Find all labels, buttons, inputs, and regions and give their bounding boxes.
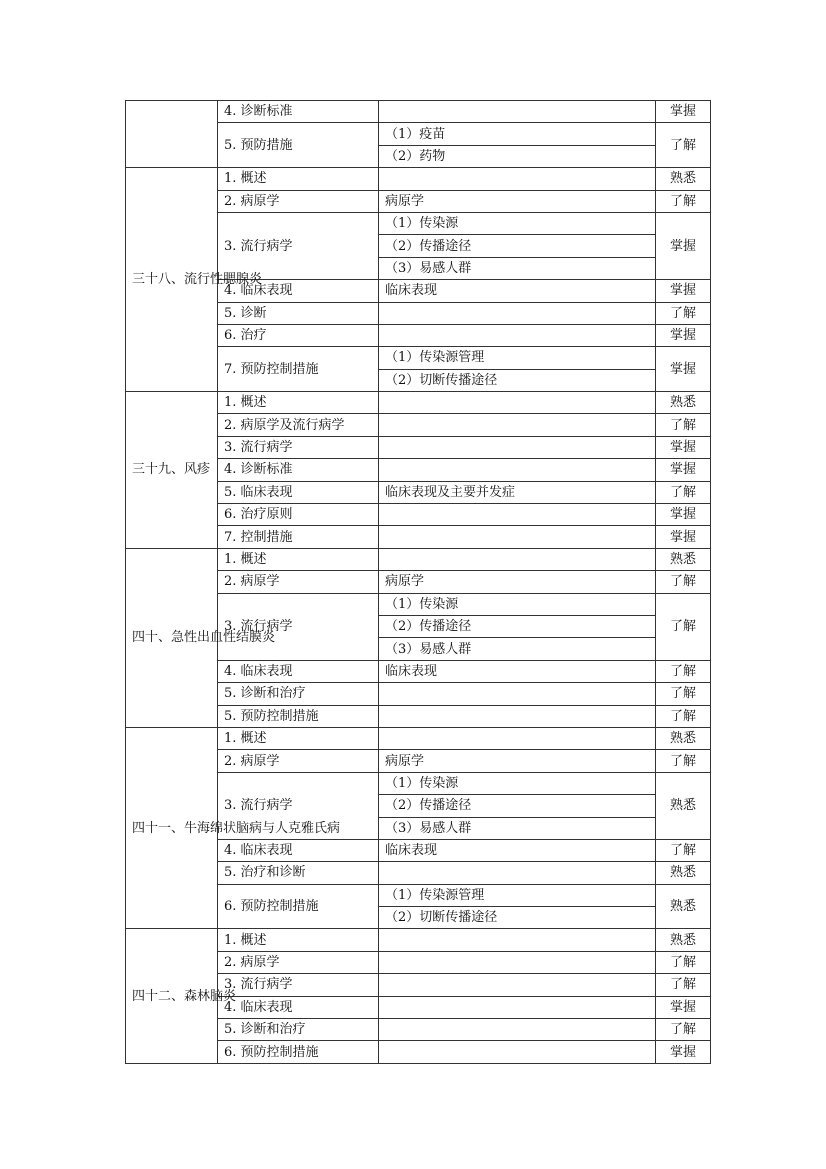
sub-item-cell — [379, 302, 656, 324]
sub-item-cell — [379, 548, 656, 570]
table-row — [126, 548, 711, 570]
table-row — [126, 929, 711, 951]
item-cell: 6. 预防控制措施 — [218, 1041, 379, 1063]
item-cell: 6. 治疗 — [218, 324, 379, 346]
level-cell: 掌握 — [656, 1041, 711, 1063]
level-cell: 熟悉 — [656, 392, 711, 414]
item-cell: 2. 病原学 — [218, 750, 379, 772]
sub-item-cell: 病原学 — [379, 571, 656, 593]
item-cell: 3. 流行病学 — [218, 212, 379, 279]
topic-cell: 四十二、森林脑炎 — [126, 929, 218, 1063]
sub-item-cell: （1）传染源管理 — [379, 884, 656, 906]
item-cell: 2. 病原学 — [218, 571, 379, 593]
sub-item-cell: （1）疫苗 — [379, 123, 656, 145]
item-cell: 5. 诊断和治疗 — [218, 1019, 379, 1041]
item-cell: 1. 概述 — [218, 929, 379, 951]
level-cell: 掌握 — [656, 280, 711, 302]
level-cell: 掌握 — [656, 996, 711, 1018]
item-cell: 4. 诊断标准 — [218, 101, 379, 123]
item-cell: 2. 病原学及流行病学 — [218, 414, 379, 436]
item-cell: 5. 预防控制措施 — [218, 705, 379, 727]
sub-item-cell: （2）切断传播途径 — [379, 369, 656, 391]
level-cell: 了解 — [656, 123, 711, 168]
level-cell: 掌握 — [656, 459, 711, 481]
sub-item-cell: 临床表现 — [379, 660, 656, 682]
item-cell: 3. 流行病学 — [218, 593, 379, 660]
sub-item-cell — [379, 683, 656, 705]
level-cell: 了解 — [656, 974, 711, 996]
sub-item-cell: （1）传染源 — [379, 593, 656, 615]
item-cell: 6. 治疗原则 — [218, 504, 379, 526]
level-cell: 掌握 — [656, 212, 711, 279]
topic-cell: 三十八、流行性腮腺炎 — [126, 168, 218, 392]
item-cell: 5. 诊断 — [218, 302, 379, 324]
level-cell: 了解 — [656, 190, 711, 212]
level-cell: 熟悉 — [656, 772, 711, 839]
sub-item-cell — [379, 705, 656, 727]
item-cell: 5. 诊断和治疗 — [218, 683, 379, 705]
level-cell: 了解 — [656, 481, 711, 503]
topic-cell: 三十九、风疹 — [126, 392, 218, 549]
level-cell: 掌握 — [656, 347, 711, 392]
sub-item-cell — [379, 1041, 656, 1063]
item-cell: 4. 临床表现 — [218, 660, 379, 682]
sub-item-cell — [379, 436, 656, 458]
sub-item-cell — [379, 727, 656, 749]
sub-item-cell: 病原学 — [379, 750, 656, 772]
item-cell: 3. 流行病学 — [218, 772, 379, 839]
level-cell: 熟悉 — [656, 727, 711, 749]
table-row — [126, 727, 711, 749]
sub-item-cell — [379, 459, 656, 481]
sub-item-cell: 临床表现 — [379, 280, 656, 302]
sub-item-cell: （2）传播途径 — [379, 795, 656, 817]
sub-item-cell — [379, 414, 656, 436]
item-cell: 5. 治疗和诊断 — [218, 862, 379, 884]
topic-cell: 四十一、牛海绵状脑病与人克雅氏病 — [126, 727, 218, 929]
level-cell: 熟悉 — [656, 929, 711, 951]
level-cell: 了解 — [656, 593, 711, 660]
level-cell: 熟悉 — [656, 548, 711, 570]
sub-item-cell: （2）药物 — [379, 145, 656, 167]
item-cell: 4. 临床表现 — [218, 996, 379, 1018]
level-cell: 掌握 — [656, 324, 711, 346]
sub-item-cell: （2）传播途径 — [379, 615, 656, 637]
level-cell: 了解 — [656, 1019, 711, 1041]
sub-item-cell: （1）传染源 — [379, 212, 656, 234]
sub-item-cell: （3）易感人群 — [379, 638, 656, 660]
item-cell: 4. 诊断标准 — [218, 459, 379, 481]
item-cell: 1. 概述 — [218, 392, 379, 414]
sub-item-cell: （3）易感人群 — [379, 817, 656, 839]
level-cell: 了解 — [656, 660, 711, 682]
level-cell: 了解 — [656, 302, 711, 324]
sub-item-cell — [379, 996, 656, 1018]
level-cell: 了解 — [656, 705, 711, 727]
item-cell: 3. 流行病学 — [218, 974, 379, 996]
item-cell: 5. 预防措施 — [218, 123, 379, 168]
item-cell: 5. 临床表现 — [218, 481, 379, 503]
sub-item-cell: （1）传染源 — [379, 772, 656, 794]
topic-cell — [126, 101, 218, 168]
item-cell: 3. 流行病学 — [218, 436, 379, 458]
item-cell: 4. 临床表现 — [218, 839, 379, 861]
sub-item-cell — [379, 504, 656, 526]
sub-item-cell — [379, 929, 656, 951]
table-row — [126, 101, 711, 123]
item-cell: 1. 概述 — [218, 727, 379, 749]
level-cell: 掌握 — [656, 526, 711, 548]
sub-item-cell — [379, 168, 656, 190]
table-row — [126, 392, 711, 414]
syllabus-table — [125, 100, 711, 1064]
sub-item-cell — [379, 974, 656, 996]
item-cell: 2. 病原学 — [218, 951, 379, 973]
sub-item-cell: 临床表现及主要并发症 — [379, 481, 656, 503]
level-cell: 了解 — [656, 839, 711, 861]
sub-item-cell: （3）易感人群 — [379, 257, 656, 279]
level-cell: 熟悉 — [656, 862, 711, 884]
item-cell: 2. 病原学 — [218, 190, 379, 212]
item-cell: 4. 临床表现 — [218, 280, 379, 302]
item-cell: 1. 概述 — [218, 168, 379, 190]
sub-item-cell: （2）切断传播途径 — [379, 907, 656, 929]
level-cell: 熟悉 — [656, 168, 711, 190]
topic-cell: 四十、急性出血性结膜炎 — [126, 548, 218, 727]
level-cell: 掌握 — [656, 504, 711, 526]
table-row — [126, 168, 711, 190]
item-cell: 7. 预防控制措施 — [218, 347, 379, 392]
sub-item-cell — [379, 526, 656, 548]
sub-item-cell — [379, 101, 656, 123]
level-cell: 了解 — [656, 750, 711, 772]
level-cell: 掌握 — [656, 101, 711, 123]
level-cell: 掌握 — [656, 436, 711, 458]
sub-item-cell: 临床表现 — [379, 839, 656, 861]
sub-item-cell — [379, 1019, 656, 1041]
item-cell: 1. 概述 — [218, 548, 379, 570]
level-cell: 了解 — [656, 683, 711, 705]
sub-item-cell — [379, 324, 656, 346]
sub-item-cell — [379, 951, 656, 973]
level-cell: 了解 — [656, 571, 711, 593]
item-cell: 6. 预防控制措施 — [218, 884, 379, 929]
level-cell: 了解 — [656, 951, 711, 973]
sub-item-cell — [379, 862, 656, 884]
sub-item-cell — [379, 392, 656, 414]
sub-item-cell: （1）传染源管理 — [379, 347, 656, 369]
level-cell: 熟悉 — [656, 884, 711, 929]
level-cell: 了解 — [656, 414, 711, 436]
sub-item-cell: 病原学 — [379, 190, 656, 212]
sub-item-cell: （2）传播途径 — [379, 235, 656, 257]
item-cell: 7. 控制措施 — [218, 526, 379, 548]
